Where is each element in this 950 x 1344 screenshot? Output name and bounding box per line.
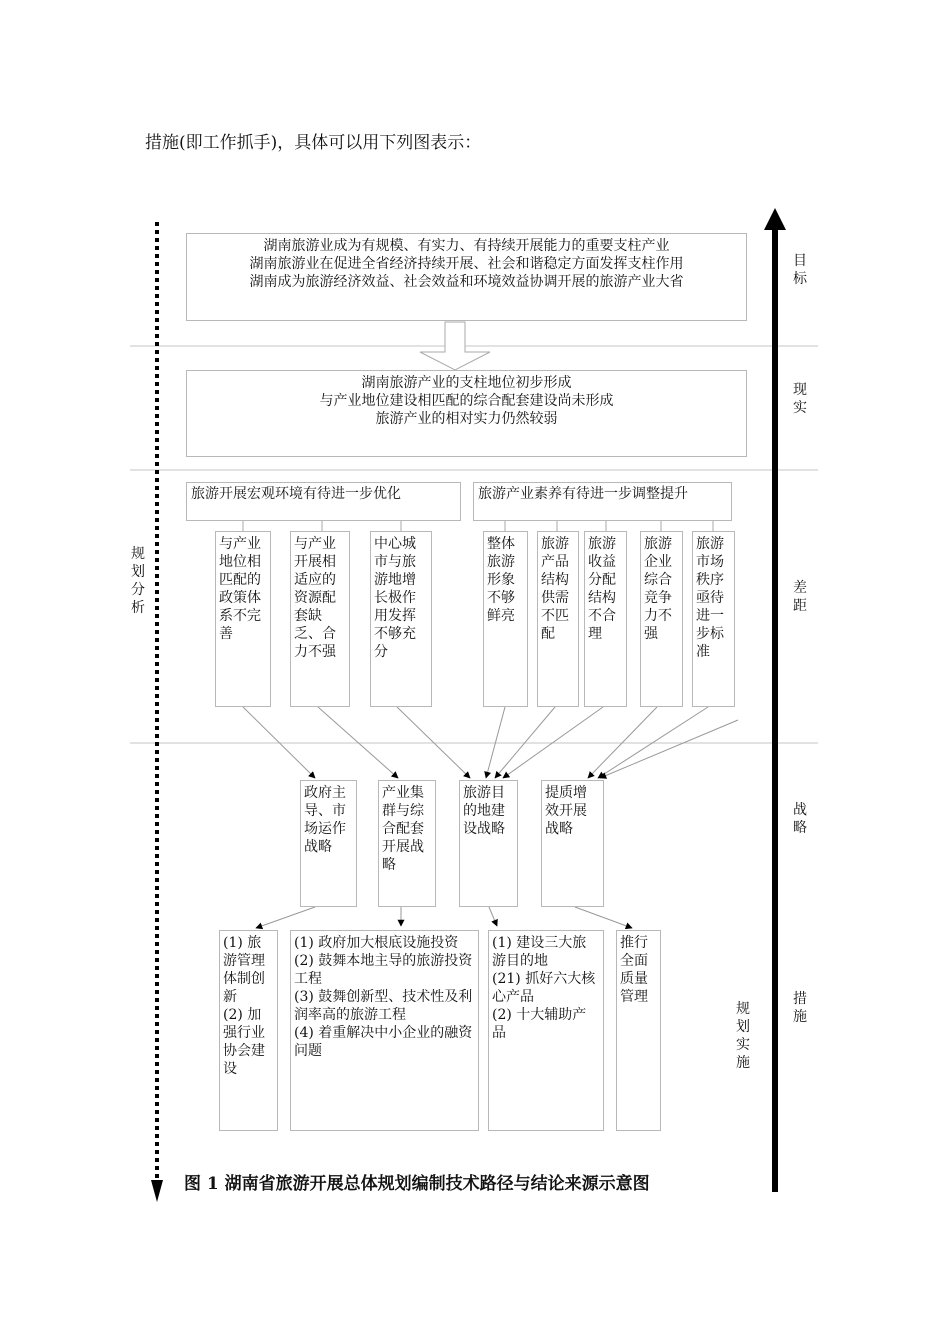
side-label-gap: 差距	[793, 580, 807, 614]
measure-item: (2) 鼓舞本地主导的旅游投资工程	[294, 953, 473, 987]
measure-item: (21) 抓好六大核心产品	[492, 971, 596, 1005]
measure-item: (1) 政府加大根底设施投资	[294, 935, 459, 951]
intro-text: 措施(即工作抓手)，具体可以用下列图表示：	[145, 133, 482, 153]
gap-box: 旅游企业综合竞争力不强	[640, 531, 683, 707]
goal-line: 湖南旅游业在促进全省经济持续开展、社会和谐稳定方面发挥支柱作用	[249, 256, 684, 272]
side-label-measure: 措施	[793, 991, 807, 1025]
right-axis-arrowhead	[764, 208, 786, 230]
gap-header-quality: 旅游产业素养有待进一步调整提升	[473, 482, 732, 521]
side-label-goal: 目标	[793, 253, 807, 287]
measure-box	[219, 930, 278, 1131]
side-label-implementation: 规划实施	[736, 1001, 750, 1071]
measure-box	[290, 930, 479, 1131]
figure-caption: 图 1 湖南省旅游开展总体规划编制技术路径与结论来源示意图	[184, 1174, 650, 1194]
reality-line: 湖南旅游产业的支柱地位初步形成	[361, 375, 572, 391]
measure-box	[488, 930, 604, 1131]
measure-item: (2) 加强行业协会建设	[223, 1007, 265, 1077]
goal-line: 湖南旅游业成为有规模、有实力、有持续开展能力的重要支柱产业	[263, 238, 670, 254]
gap-box: 旅游收益分配结构不合理	[584, 531, 627, 707]
strategy-box: 政府主导、市场运作战略	[300, 780, 357, 907]
goal-line: 湖南成为旅游经济效益、社会效益和环境效益协调开展的旅游产业大省	[249, 274, 684, 290]
gap-box: 旅游产品结构供需不匹配	[537, 531, 579, 707]
measure-item: (2) 十大辅助产品	[492, 1007, 587, 1041]
side-label-analysis: 规划分析	[131, 546, 145, 616]
measure-box	[616, 930, 661, 1131]
gap-box: 旅游市场秩序亟待进一步标准	[692, 531, 735, 707]
strategy-box: 旅游目的地建设战略	[459, 780, 518, 907]
strategy-box: 提质增效开展战略	[541, 780, 604, 907]
gap-box: 整体旅游形象不够鲜亮	[483, 531, 528, 707]
gap-box: 与产业地位相匹配的政策体系不完善	[215, 531, 271, 707]
measure-item: (4) 着重解决中小企业的融资问题	[294, 1025, 473, 1059]
reality-line: 与产业地位建设相匹配的综合配套建设尚未形成	[319, 393, 614, 409]
strategy-box: 产业集群与综合配套开展战略	[378, 780, 436, 907]
side-label-strategy: 战略	[793, 802, 807, 836]
goal-box	[186, 233, 747, 321]
reality-line: 旅游产业的相对实力仍然较弱	[375, 411, 558, 427]
measure-item: (3) 鼓舞创新型、技术性及利润率高的旅游工程	[294, 989, 473, 1023]
measure-item: (1) 旅游管理体制创新	[223, 935, 265, 1005]
gap-box: 中心城市与旅游地增长极作用发挥不够充分	[370, 531, 432, 707]
measure-item: (1) 建设三大旅游目的地	[492, 935, 587, 969]
reality-box	[186, 370, 747, 457]
side-label-reality: 现实	[793, 382, 807, 416]
gap-header-macro: 旅游开展宏观环境有待进一步优化	[186, 482, 461, 521]
measure-item: 推行全面质量管理	[620, 935, 648, 1005]
left-axis-arrowhead	[151, 1180, 163, 1202]
gap-box: 与产业开展相适应的资源配套缺乏、合力不强	[290, 531, 350, 707]
